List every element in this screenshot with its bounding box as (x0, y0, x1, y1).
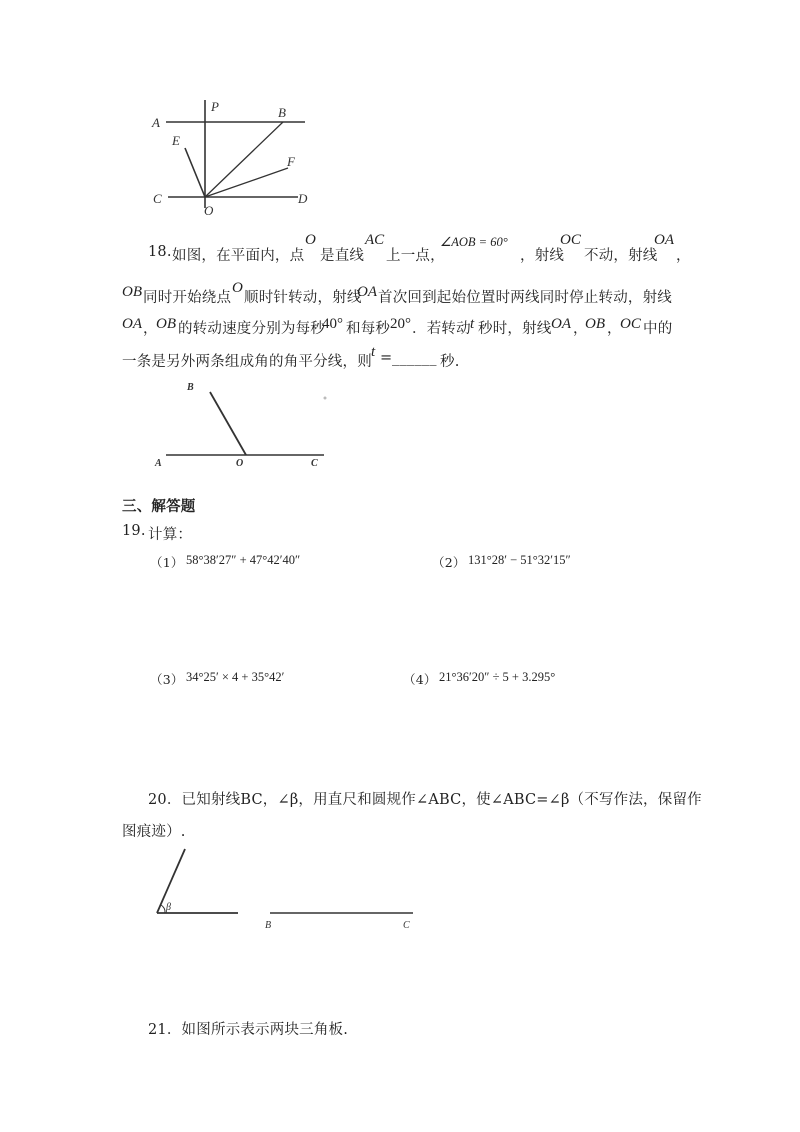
q18-answer-t: t (371, 344, 376, 360)
q18-line3-text2: 的转动速度分别为每秒 (178, 321, 325, 337)
q18-line-ac: AC (365, 232, 385, 248)
q18-point-o-2: O (232, 280, 243, 296)
q18-ray-ob-3: OB (156, 316, 176, 332)
angle-beta-arc (161, 905, 165, 913)
label-d: D (298, 191, 308, 206)
q18-line3-text1: ， (143, 321, 158, 337)
label-c: C (311, 458, 318, 469)
label-beta: β (166, 902, 171, 913)
label-o: O (236, 458, 244, 469)
q18-line1-text4: ，射线 (520, 248, 565, 264)
q18-ray-oa-2: OA (357, 284, 377, 300)
q18-line2-text3: 首次回到起始位置时两线同时停止转动，射线 (378, 290, 672, 306)
q18-answer-blank[interactable]: ______ (392, 350, 437, 366)
q18-line2-text1: 同时开始绕点 (143, 290, 232, 306)
label-a: A (152, 115, 160, 130)
figure-q20 (145, 845, 425, 935)
q19-part4-expr: 21°36′20″ ÷ 5 + 3.295° (439, 670, 556, 684)
q18-speed-20: 20° (390, 316, 411, 332)
q18-line1-text5: 不动，射线 (584, 248, 658, 264)
ray-of (205, 168, 288, 197)
label-o: O (204, 203, 214, 218)
q18-ray-oa: OA (654, 232, 674, 248)
q18-ray-oa-4: OA (551, 316, 571, 332)
q18-angle-aob: ∠AOB = 60° (440, 235, 508, 249)
q18-line1-text1: 如图，在平面内，点 (172, 248, 305, 264)
q18-ray-oa-3: OA (122, 316, 142, 332)
q18-ray-oc: OC (560, 232, 581, 248)
label-a: A (155, 458, 162, 469)
q18-variable-t: t (470, 316, 475, 332)
ray-ob (205, 122, 283, 197)
q19-part4-label: （4） (403, 672, 437, 687)
q18-line4-text2: 秒. (440, 354, 460, 370)
q18-line1-text3: 上一点， (386, 248, 445, 264)
figure-q17 (140, 95, 320, 220)
q19-part2-expr: 131°28′ − 51°32′15″ (468, 553, 571, 567)
q18-line3-text3: 和每秒 (346, 321, 391, 337)
q18-line2-text2: 顺时针转动，射线 (244, 290, 362, 306)
q18-line1-text6: ， (676, 248, 691, 264)
q18-line1-text2: 是直线 (320, 248, 365, 264)
q18-ray-ob-4: OB (585, 316, 605, 332)
q18-line3-text8: 中的 (643, 321, 673, 337)
label-b: B (265, 920, 272, 931)
q19-part1-label: （1） (150, 555, 184, 570)
q18-line3-text4: ．若转动 (412, 321, 471, 337)
q18-line3-text7: ， (607, 321, 622, 337)
label-e: E (172, 133, 180, 148)
label-b: B (187, 382, 194, 393)
q19-prompt: 计算： (148, 527, 193, 543)
label-b: B (278, 105, 286, 120)
q18-point-o: O (305, 232, 316, 248)
ray-oe (185, 148, 205, 197)
q19-part3-expr: 34°25′ × 4 + 35°42′ (186, 670, 285, 684)
q21-text: 21．如图所示表示两块三角板. (148, 1022, 349, 1038)
q18-line3-text5: 秒时，射线 (478, 321, 552, 337)
section-title: 三、解答题 (122, 498, 196, 515)
q18-equals: = (380, 350, 393, 366)
label-c: C (153, 191, 162, 206)
q18-line3-text6: ， (573, 321, 588, 337)
angle-beta-ray-upper (157, 849, 185, 913)
figure-q18 (150, 378, 340, 473)
q19-part1-expr: 58°38′27″ + 47°42′40″ (186, 553, 301, 567)
label-f: F (287, 154, 295, 169)
q18-ray-ob: OB (122, 284, 142, 300)
q20-line1: 20．已知射线BC，∠β，用直尺和圆规作∠ABC，使∠ABC=∠β（不写作法，保留作 (148, 792, 702, 808)
q20-line2: 图痕迹）. (122, 824, 186, 840)
ray-ob (210, 392, 246, 455)
q19-part3-label: （3） (150, 672, 184, 687)
q19-number: 19. (122, 523, 146, 539)
label-c: C (403, 920, 410, 931)
q18-number: 18. (148, 244, 172, 260)
q18-line4-text1: 一条是另外两条组成角的角平分线，则 (122, 354, 372, 370)
q19-part2-label: （2） (432, 555, 466, 570)
dot-mark (324, 397, 327, 400)
q18-speed-40: 40° (322, 316, 343, 332)
q18-ray-oc-2: OC (620, 316, 641, 332)
label-p: P (211, 99, 219, 114)
